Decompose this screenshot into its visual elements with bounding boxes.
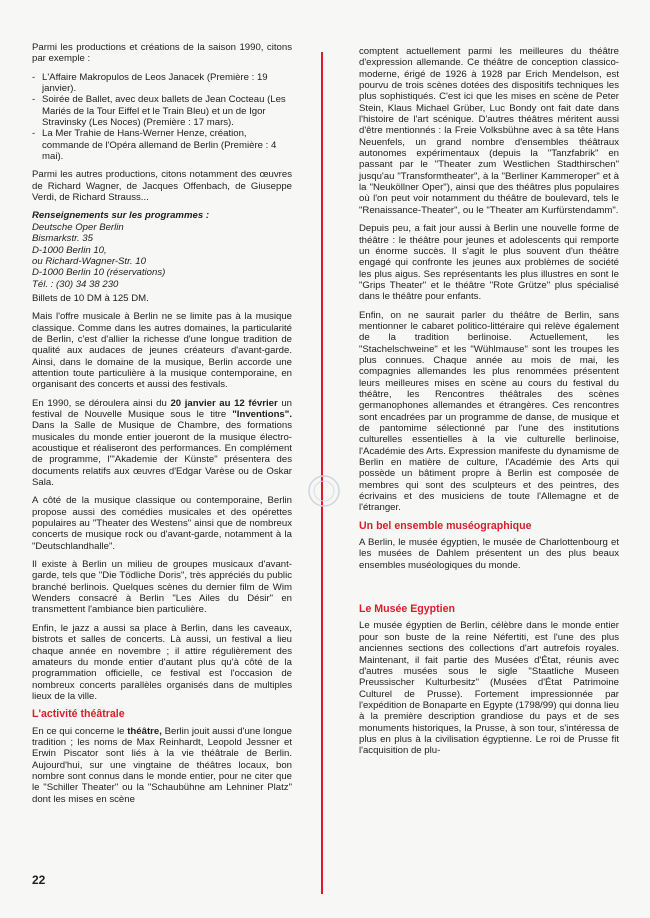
spacer: [359, 578, 619, 600]
festival-title: "Inventions".: [232, 408, 292, 420]
info-line: Deutsche Oper Berlin: [32, 221, 124, 233]
list-item: - La Mer Trahie de Hans-Werner Henze, création, commande de l'Opéra allemand de Berlin (Première : 4 mai).: [32, 128, 292, 162]
paragraph: Il existe à Berlin un milieu de groupes musicaux d'avant-garde, tels que "Die Tödliche Doris", très appréciés du public branché berlinois. Quelques scènes du dernier film de Wim Wenders consacré à Berlin "Les Ailes du Désir" en transmettent l'ambiance bien particulière.: [32, 559, 292, 616]
info-line: D-1000 Berlin 10,: [32, 244, 107, 256]
paragraph: Depuis peu, a fait jour aussi à Berlin une nouvelle forme de théâtre : le théâtre pour jeunes et adolescents qui remporte un énorme succès. Il s'agit le plus souvent d'un théâtre engagé qui confronte les jeunes aux problèmes de société les plus aigus. Ses représentants les plus illustres en sont le "Grips Theater" et le théâtre "Rote Grütze" plus spécialisé dans le théâtre pour enfants.: [359, 223, 619, 303]
paragraph: [32, 726, 292, 805]
left-column: [32, 42, 292, 812]
ticket-price: Billets de 10 DM à 125 DM.: [32, 292, 149, 304]
library-stamp-icon: [303, 470, 345, 512]
list-item: - Soirée de Ballet, avec deux ballets de Jean Cocteau (Les Mariés de la Tour Eiffel et le Train Bleu) et un de Igor Stravinsky (Les Noces) (Première : 17 mars).: [32, 94, 292, 128]
text-run: Dans la Salle de Musique de Chambre, des formations musicales du monde entier joueront de la musique électro-acoustique et réaliseront des performances. En complément de programme, l'"Akademie der Künste" présentera des documents relatifs aux œuvres d'Edgar Varèse ou de Oskar Sala.: [32, 420, 292, 489]
info-line: ou Richard-Wagner-Str. 10: [32, 255, 146, 267]
section-heading-museums: Un bel ensemble muséographique: [359, 519, 532, 532]
program-info-heading: Renseignements sur les programmes :: [32, 210, 210, 222]
paragraph: Mais l'offre musicale à Berlin ne se limite pas à la musique classique. Comme dans les autres domaines, la particularité de Berlin, c'est d'allier la richesse d'une longue tradition de qualité aux audaces de jeunes créateurs d'avant-garde. Ainsi, dans le domaine de la musique, Berlin accorde une attention toute particulière à la musique contemporaine, en organisant des concerts et aussi des festivals.: [32, 311, 292, 391]
list-item: - L'Affaire Makropulos de Leos Janacek (Première : 19 janvier).: [32, 72, 292, 95]
program-info: [32, 210, 292, 289]
paragraph: Parmi les productions et créations de la saison 1990, citons par exemple :: [32, 42, 292, 65]
page-number: 22: [32, 873, 46, 887]
info-line: Bismarkstr. 35: [32, 233, 93, 245]
section-heading-egyptian-museum: Le Musée Egyptien: [359, 603, 455, 616]
section-heading-theatre: L'activité théâtrale: [32, 708, 125, 721]
production-list: [32, 72, 292, 163]
paragraph: Parmi les autres productions, citons notamment des œuvres de Richard Wagner, de Jacques Offenbach, de Giuseppe Verdi, de Richard Strauss...: [32, 169, 292, 204]
text-run: En ce qui concerne le: [32, 725, 128, 737]
right-column: [359, 46, 619, 764]
paragraph: [32, 398, 292, 489]
text-run: En 1990, se déroulera ainsi du: [32, 397, 171, 409]
info-line: D-1000 Berlin 10 (réservations): [32, 267, 166, 279]
paragraph: A côté de la musique classique ou contemporaine, Berlin propose aussi des comédies musicales et des opérettes populaires au "Theater des Westens" ainsi que de nombreux concerts de musique rock ou d'avant-garde, notamment à la "Deutschlandhalle".: [32, 495, 292, 552]
paragraph: Le musée égyptien de Berlin, célèbre dans le monde entier pour son buste de la reine Néfertiti, est l'une des plus anciennes sections des collections d'art autrefois royales. Maintenant, il fait partie des Musées d'État, réunis avec d'autres musées sous le sigle "Staatliche Museen Preussischer Kulturbesitz" (Musées d'État Patrimoine Culturel de Prusse). Fortement impressionnée par l'expédition de Bonaparte en Egypte (1798/99) qui donna lieu à la première description grandiose du pays et de ses monuments historiques, la Prusse, à son tour, s'intéressa de plus en plus à la civilisation égyptienne. Le roi de Prusse fit l'acquisition de plu-: [359, 620, 619, 757]
bold-term: théâtre,: [127, 725, 162, 737]
paragraph: comptent actuellement parmi les meilleures du théâtre d'expression allemande. Ce théâtre de conception classico-moderne, érigé de 1926 à 1928 par Erich Mendelson, est pourvu de trois scènes dotées des dispositifs techniques les plus sophistiqués. C'est ici que les mises en scène de Peter Stein, Klaus Michael Grüber, Luc Bondy ont fait date dans l'histoire de l'art scénique. D'autres théâtres méritent aussi d'être mentionnés : la Freie Volksbühne avec à sa tête Hans Neuenfels, un grand nombre d'ensembles théâtraux autonomes expérimentaux (depuis la "Tanzfabrik" en passant par le "Theater zum Westlichen Stadthirschen" jusqu'au "Transformtheater", à la "Berliner Kammeroper" et à la "Neuköllner Oper"), ainsi que des théâtres plus populaires où l'on peut voir notamment du théâtre de boulevard, tels le "Renaissance-Theater", ou le "Theater am Kurfürstendamm".: [359, 46, 619, 216]
paragraph: Enfin, on ne saurait parler du théâtre de Berlin, sans mentionner le cabaret politico-littéraire qui relève également de la tradition berlinoise. Actuellement, les "Stachelschweine" et les "Wühlmause" sont les troupes les plus connues. Chaque année au mois de mai, les compagnies allemandes les plus renommées présentent leurs meilleures mises en scène au cours du festival du théâtre, les Rencontres théâtrales des scènes germanophones allemandes et étrangères. Ces rencontres sont encadrées par un programme de danse, de musique et de pantomime sélectionné par l'une des institutions culturelles essentielles à la vie culturelle berlinoise, l'Académie des Arts. Expression manifeste du dynamisme de Berlin en matière de culture, l'Académie des Arts qui possède un bâtiment propre à Berlin est composée de membres qui sont des sculpteurs et des peintres, des écrivains et des musiciens de toute l'Allemagne et de l'étranger.: [359, 309, 619, 514]
info-line: Tél. : (30) 34 38 230: [32, 278, 119, 290]
festival-dates: 20 janvier au 12 février: [170, 397, 278, 409]
paragraph: Enfin, le jazz a aussi sa place à Berlin, dans les caveaux, bistrots et salles de concerts. Là aussi, un festival a lieu chaque année en novembre ; il attire régulièrement des amateurs du monde entier d'autant plus qu'à côté de la programmation officielle, ce festival est l'occasion de nombreux concerts parallèles organisés dans de multiples lieux de la ville.: [32, 622, 292, 702]
text-run: Berlin jouit aussi d'une longue tradition ; les noms de Max Reinhardt, Leopold Jessner et Erwin Piscator sont liés à la vie théâtrale de Berlin. Aujourd'hui, sur une vingtaine de théâtres locaux, bon nombre sont connus dans le monde entier, pour ne citer que le "Schiller Theater" ou la "Schaubühne am Lehniner Platz" dont les mises en scène: [32, 725, 292, 805]
text-run: un festival de Nouvelle Musique sous le titre: [32, 397, 292, 420]
paragraph: A Berlin, le musée égyptien, le musée de Charlottenbourg et les musées de Dahlem présentent un des plus beaux ensembles muséologiques du monde.: [359, 537, 619, 571]
